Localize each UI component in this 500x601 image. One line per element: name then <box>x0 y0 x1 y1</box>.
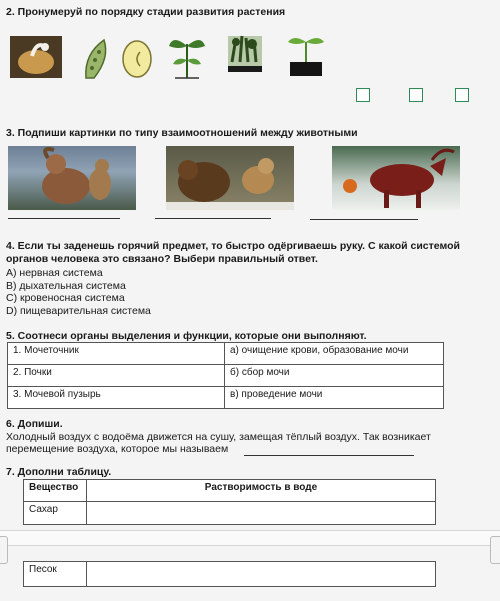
q4-text-line2: органов человека это связано? Выбери правильный ответ. <box>6 253 318 265</box>
organ-cell: 3. Мочевой пузырь <box>8 387 225 409</box>
bean-seed-image <box>120 38 154 80</box>
q5-title: 5. Соотнеси органы выделения и функции, которые они выполняют. <box>6 330 367 342</box>
q6-text-line1: Холодный воздух с водоёма движется на сушу, замещая тёплый воздух. Так возникает <box>6 431 431 443</box>
table-row <box>8 343 444 365</box>
answer-line[interactable] <box>244 455 414 456</box>
solubility-cell[interactable] <box>87 502 436 525</box>
table-row <box>8 365 444 387</box>
q7-title: 7. Дополни таблицу. <box>6 466 112 478</box>
answer-box[interactable] <box>455 88 469 102</box>
answer-line[interactable] <box>310 219 418 220</box>
function-cell: в) проведение мочи <box>225 387 444 409</box>
page-edge-left <box>0 536 8 564</box>
goat-monkey-image <box>8 146 136 210</box>
organs-functions-table <box>7 342 444 409</box>
page-break <box>0 530 500 546</box>
pea-pod-image <box>80 36 114 82</box>
q4-option-a[interactable]: A) нервная система <box>6 267 103 279</box>
substance-cell: Песок <box>24 562 87 587</box>
answer-box[interactable] <box>356 88 370 102</box>
solubility-table-top <box>23 479 436 525</box>
answer-box[interactable] <box>409 88 423 102</box>
seed-sprouting-image <box>10 36 62 78</box>
answer-line[interactable] <box>8 218 120 219</box>
table-row <box>24 480 436 502</box>
table-row <box>24 502 436 525</box>
moose-bird-image <box>332 146 460 210</box>
q4-option-d[interactable]: D) пищеварительная система <box>6 305 151 317</box>
substance-cell: Сахар <box>24 502 87 525</box>
q4-option-b[interactable]: B) дыхательная система <box>6 280 126 292</box>
bear-lynx-image <box>166 146 294 210</box>
table-row <box>24 562 436 587</box>
table-row <box>8 387 444 409</box>
q4-option-c[interactable]: C) кровеносная система <box>6 292 125 304</box>
organ-cell: 2. Почки <box>8 365 225 387</box>
substance-header: Вещество <box>24 480 87 502</box>
grown-plant-image <box>224 32 266 76</box>
organ-cell: 1. Мочеточник <box>8 343 225 365</box>
solubility-header: Растворимость в воде <box>87 480 436 502</box>
q2-title: 2. Пронумеруй по порядку стадии развития растения <box>6 6 286 18</box>
page-edge-right <box>490 536 500 564</box>
germinating-seedling-image <box>284 32 328 78</box>
q3-title: 3. Подпиши картинки по типу взаимоотношений между животными <box>6 127 358 139</box>
solubility-cell[interactable] <box>87 562 436 587</box>
q4-text-line1: 4. Если ты заденешь горячий предмет, то быстро одёргиваешь руку. С какой системой <box>6 240 460 252</box>
q6-title: 6. Допиши. <box>6 418 63 430</box>
seedling-image <box>165 32 209 80</box>
answer-line[interactable] <box>155 218 271 219</box>
solubility-table-bottom <box>23 561 436 587</box>
function-cell: б) сбор мочи <box>225 365 444 387</box>
q6-text-line2: перемещение воздуха, которое мы называем <box>6 443 229 455</box>
function-cell: а) очищение крови, образование мочи <box>225 343 444 365</box>
